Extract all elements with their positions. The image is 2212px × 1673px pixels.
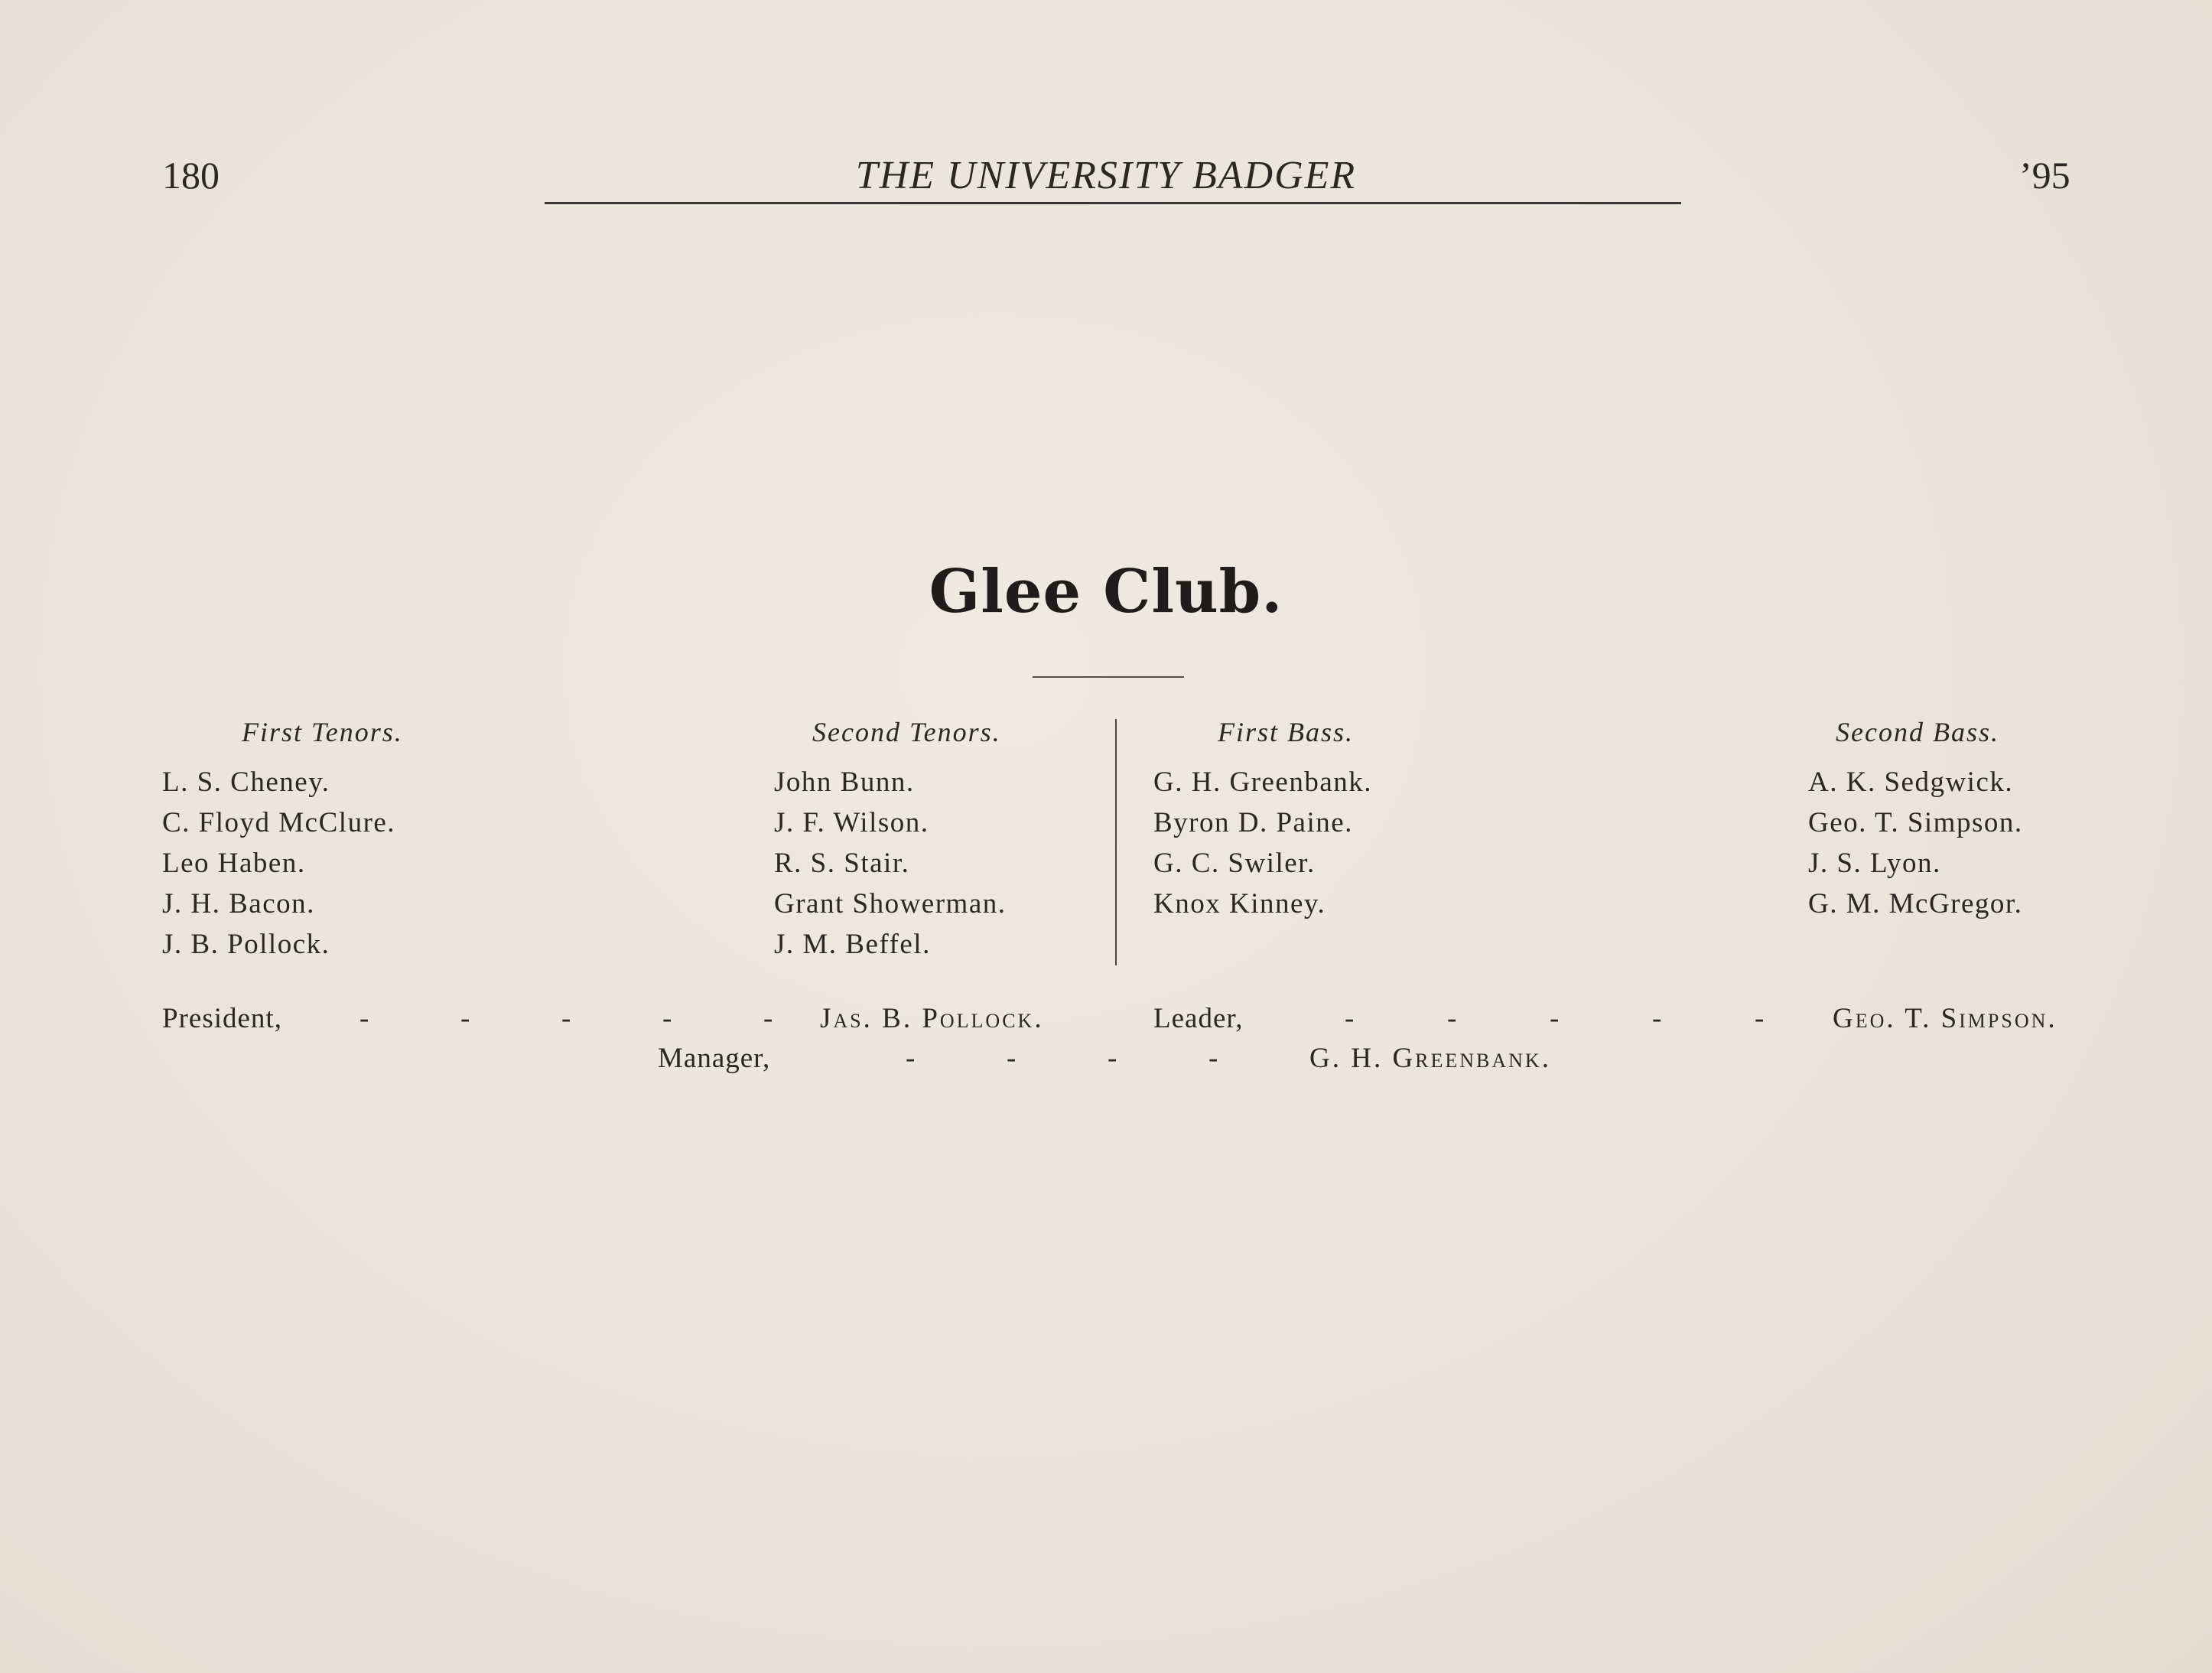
- list-item: John Bunn.: [774, 767, 915, 798]
- list-item: G. H. Greenbank.: [1153, 767, 1372, 798]
- list-item: Byron D. Paine.: [1153, 807, 1353, 838]
- first-bass-list: [1153, 762, 1372, 924]
- list-item: Leo Haben.: [162, 848, 306, 879]
- list-item: J. M. Beffel.: [774, 929, 931, 960]
- header-rule: [545, 202, 1681, 204]
- list-item: Geo. T. Simpson.: [1808, 807, 2023, 838]
- manager-dash: -: [1108, 1043, 1117, 1074]
- president-name: Jas. B. Pollock.: [820, 1003, 1044, 1034]
- voice-heading-second-bass: Second Bass.: [1836, 717, 1999, 747]
- page-number: 180: [162, 154, 220, 197]
- voice-heading-second-tenors: Second Tenors.: [812, 717, 1001, 747]
- running-title-text: THE UNIVERSITY BADGER: [855, 154, 1357, 197]
- second-bass-list: [1808, 762, 2023, 924]
- leader-label: Leader,: [1153, 1003, 1244, 1034]
- list-item: J. B. Pollock.: [162, 929, 330, 960]
- leader-dash: -: [1345, 1003, 1355, 1034]
- list-item: J. F. Wilson.: [774, 807, 929, 838]
- leader-dash: -: [1755, 1003, 1765, 1034]
- manager-dash: -: [1208, 1043, 1218, 1074]
- manager-dash: -: [906, 1043, 916, 1074]
- leader-dash: -: [763, 1003, 773, 1034]
- leader-dash: -: [1447, 1003, 1457, 1034]
- leader-dash: -: [460, 1003, 470, 1034]
- manager-dash: -: [1007, 1043, 1017, 1074]
- first-tenors-list: [162, 762, 395, 965]
- title-rule: [1033, 676, 1184, 678]
- list-item: Grant Showerman.: [774, 888, 1007, 919]
- list-item: G. M. McGregor.: [1808, 888, 2023, 919]
- list-item: G. C. Swiler.: [1153, 848, 1316, 879]
- section-title: Glee Club.: [929, 557, 1283, 627]
- list-item: A. K. Sedgwick.: [1808, 767, 2014, 798]
- second-tenors-list: [774, 762, 1007, 965]
- leader-dash: -: [561, 1003, 571, 1034]
- leader-name: Geo. T. Simpson.: [1833, 1003, 2057, 1034]
- list-item: Knox Kinney.: [1153, 888, 1326, 919]
- list-item: J. H. Bacon.: [162, 888, 315, 919]
- manager-name: G. H. Greenbank.: [1309, 1043, 1551, 1074]
- list-item: L. S. Cheney.: [162, 767, 330, 798]
- list-item: J. S. Lyon.: [1808, 848, 1941, 879]
- running-title: [0, 153, 2212, 198]
- list-item: R. S. Stair.: [774, 848, 910, 879]
- leader-dash: -: [1550, 1003, 1560, 1034]
- leader-dash: -: [359, 1003, 369, 1034]
- leader-dash: -: [662, 1003, 672, 1034]
- leader-dash: -: [1652, 1003, 1662, 1034]
- voice-heading-first-tenors: First Tenors.: [242, 717, 403, 747]
- list-item: C. Floyd McClure.: [162, 807, 396, 838]
- president-label: President,: [162, 1003, 282, 1034]
- page-year: ’95: [2019, 154, 2070, 197]
- manager-label: Manager,: [658, 1043, 771, 1074]
- column-divider: [1115, 719, 1117, 965]
- voice-heading-first-bass: First Bass.: [1218, 717, 1355, 747]
